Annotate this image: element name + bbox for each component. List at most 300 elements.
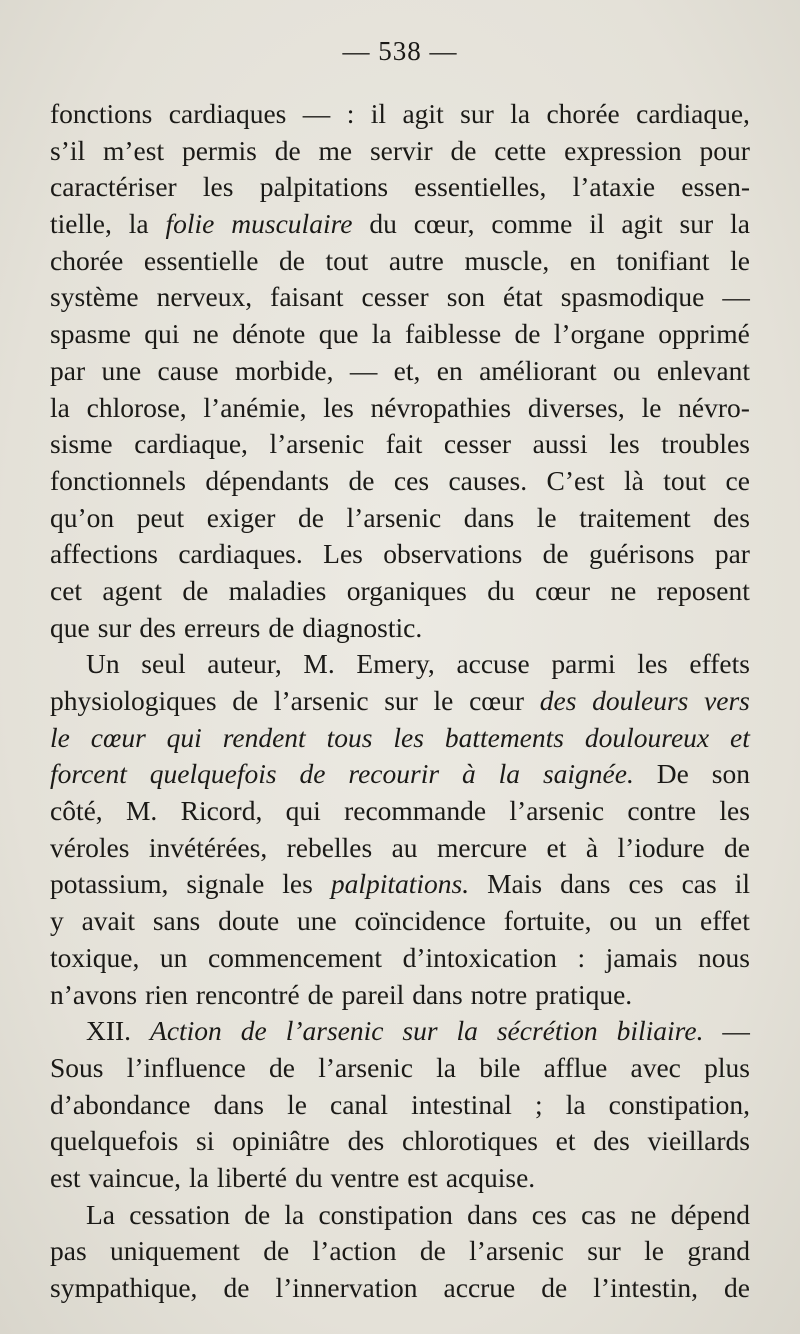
word: de [450,134,477,166]
word: ces [531,1198,567,1230]
word: saignée. [542,758,634,790]
word: le [536,501,557,533]
word: l’arsenic [318,1051,413,1083]
word: potassium, [50,868,169,900]
word: bile [479,1051,521,1083]
text-line [50,463,750,500]
word: le [730,244,750,276]
word: de [307,978,334,1010]
word: du [487,574,515,606]
word: un [159,941,188,973]
word: cardiaques [168,98,287,129]
word: en [436,354,463,386]
word: effet [700,905,750,937]
word: affections [50,538,158,570]
word: expression [564,134,682,166]
word: dans [560,868,611,900]
word: de [514,318,541,350]
word: comme [491,208,573,240]
word: de [223,1272,250,1303]
word: commencement [207,941,383,973]
word: de [232,685,259,716]
word: l’arsenic [273,685,369,716]
word: opprimé [658,318,750,350]
text-line [50,1087,750,1124]
word: qui [144,318,180,350]
text-line [50,683,750,720]
word: l’ataxie [572,171,656,203]
word: la [436,1051,456,1083]
word: afflue [543,1051,608,1083]
word: dépend [670,1198,750,1230]
word: spasmodique [560,281,705,313]
word: ; [535,1088,543,1120]
word: organiques [346,574,467,606]
word: rendent [222,721,306,753]
word: canal [330,1088,389,1120]
word: traitement [579,501,691,533]
word: Ricord, [180,795,263,827]
word: fait [385,428,423,460]
word: sympathique, [50,1272,198,1303]
word: toxique, [50,941,140,973]
word: La [86,1198,116,1230]
word: sur [384,685,418,716]
word: quelquefois [149,758,277,790]
word: dans [467,1198,518,1230]
text-line [50,1123,750,1160]
word: faisant [270,281,344,313]
word: cardiaque, [636,98,750,129]
word: notre [470,978,528,1010]
word: au [391,831,418,863]
word: biliaire. [616,1015,704,1047]
word: jamais [605,941,678,973]
word: de [244,1198,271,1230]
word: tout [663,464,707,496]
word: côté, [50,795,103,827]
word: De [656,758,689,790]
word: une [297,905,337,937]
word: maladies [228,574,327,606]
word: névropathies [370,391,512,423]
word: et [546,831,567,863]
word: causes. [448,464,528,496]
word: nous [697,941,750,973]
word: l’anémie, [203,391,307,423]
word: effets [689,648,750,680]
text-line [50,390,750,427]
word: rien [145,978,188,1010]
word: opiniâtre [232,1125,330,1157]
word: les [202,171,234,203]
text-line [50,977,750,1014]
word: de [263,1235,290,1267]
text-line [50,316,750,353]
word: quelquefois [50,1125,179,1157]
word: — [302,98,331,129]
word: doute [218,905,280,937]
word: douloureux [584,721,710,753]
word: fonctionnels [50,464,186,496]
word: système [50,281,139,313]
word: permis [181,134,257,166]
word: l’influence [126,1051,246,1083]
word: servir [369,134,433,166]
word: musculaire [231,208,353,240]
word: des [539,685,577,716]
word: essentielles, [414,171,547,203]
word: physiologiques [50,685,217,716]
word: grand [687,1235,750,1267]
text-line [50,133,750,170]
word: cardiaque, [134,428,248,460]
word: cœur [535,574,591,606]
word: son [446,281,485,313]
word: ou [609,905,637,937]
word: m’est [103,134,165,166]
word: de [274,134,301,166]
word: M. [303,648,335,680]
word: et [730,721,750,753]
word: sur [97,611,132,643]
word: l’arsenic [509,795,605,827]
word: la [498,758,521,790]
text-line [50,866,750,903]
word: est [407,1161,438,1193]
word: acquise. [445,1161,536,1193]
word: erreurs [184,611,261,643]
word: y [50,905,64,937]
word: les [719,795,750,827]
word: à [461,758,476,790]
word: l’arsenic [269,428,365,460]
word: ne [610,574,637,606]
word: palpitations. [330,868,470,900]
word: qu’on [50,501,115,533]
word: les [393,721,424,753]
word: ce [725,464,750,496]
word: de [723,831,750,863]
word: accuse [456,648,530,680]
word: me [318,134,353,166]
word: enlevant [656,354,750,386]
text-line [50,96,750,133]
word: la [188,1161,209,1193]
word: vers [704,685,750,716]
text-line [50,243,750,280]
word: le [641,391,662,423]
word: rencontré [195,978,300,1010]
word: avait [81,905,136,937]
text-line [50,793,750,830]
word: uniquement [110,1235,240,1267]
word: du [295,1161,323,1193]
word: muscle, [464,244,550,276]
word: — [349,354,378,386]
word: la [510,98,531,129]
word: tonifiant [616,244,710,276]
word: diagnostic. [302,611,423,643]
word: cas [581,1198,617,1230]
word: cette [494,134,547,166]
word: parmi [551,648,616,680]
word: l’iodure [617,831,705,863]
word: exiger [206,501,276,533]
word: cœur, [413,208,475,240]
word: véroles [50,831,130,863]
word: la [565,1088,586,1120]
word: guérisons [589,538,695,570]
text-line [50,573,750,610]
text-line [50,756,750,793]
text-line [50,646,750,683]
text-line [50,1270,750,1307]
word: état [503,281,543,313]
word: est [50,1161,81,1193]
word: pareil [341,978,405,1010]
word: — [722,281,750,313]
word: la [284,1198,305,1230]
text-line [50,536,750,573]
page-number: — 538 — [342,36,458,66]
text-line [50,1233,750,1270]
word: dans [213,1088,264,1120]
word: palpitations [259,171,389,203]
word: la [50,391,70,423]
word: rebelles [286,831,373,863]
word: vieillards [647,1125,750,1157]
text-line [50,206,750,243]
word: il [734,868,750,900]
word: s’il [50,134,86,166]
word: la [371,318,392,350]
word: les [282,868,313,900]
text-line [50,426,750,463]
word: reposent [656,574,750,606]
word: battements [444,721,564,753]
word: forcent [50,758,127,790]
word: le [433,685,454,716]
word: de [240,1015,267,1047]
word: — [722,1015,750,1047]
word: de [419,1235,446,1267]
word: l’organe [553,318,645,350]
text-line [50,1197,750,1234]
text-line [50,1050,750,1087]
word: accrue [443,1272,516,1303]
word: dans [463,501,515,533]
word: signale [186,868,265,900]
word: sécrétion [496,1015,598,1047]
word: liberté [216,1161,288,1193]
word: les [637,648,668,680]
word: sur [679,208,714,240]
word: M. [125,795,158,827]
word: tous [326,721,373,753]
text-line [50,720,750,757]
text-line [50,830,750,867]
word: nerveux, [156,281,253,313]
text-line [50,1160,750,1197]
word: cas [681,868,717,900]
word: cœur [469,685,525,716]
word: agit [621,208,663,240]
word: Emery, [356,648,435,680]
word: là [624,464,644,496]
word: pour [699,134,750,166]
word: folie [165,208,215,240]
word: constipation [318,1198,453,1230]
word: l’action [312,1235,397,1267]
word: cesser [361,281,429,313]
word: XII. [86,1015,132,1047]
word: l’arsenic [285,1015,384,1047]
word: de [348,464,375,496]
word: par [714,538,750,570]
word: pas [50,1235,87,1267]
text-line [50,1013,750,1050]
word: un [654,905,683,937]
word: améliorant [479,354,597,386]
word: de [268,611,295,643]
word: les [609,428,640,460]
word: que [50,611,90,643]
word: douleurs [592,685,689,716]
word: ne [192,318,219,350]
word: coïncidence [354,905,486,937]
word: intestinal [411,1088,512,1120]
word: il [370,98,387,129]
word: sisme [50,428,113,460]
word: cœur [90,721,146,753]
word: troubles [661,428,750,460]
word: chlorotiques [401,1125,538,1157]
word: Action [150,1015,222,1047]
word: la [128,208,149,240]
word: le [50,721,70,753]
word: le [644,1235,665,1267]
word: agent [102,574,162,606]
word: une [101,354,142,386]
word: auteur, [207,648,282,680]
word: à [585,831,599,863]
word: recommande [344,795,487,827]
word: plus [704,1051,750,1083]
word: chorée [50,244,124,276]
word: l’intestin, [593,1272,698,1303]
word: n’avons [50,978,138,1010]
word: l’arsenic [469,1235,564,1267]
word: en [569,244,596,276]
word: son [711,758,750,790]
word: de [297,501,324,533]
word: sur [587,1235,621,1267]
word: chorée [546,98,620,129]
word: et, [393,354,421,386]
word: la [456,1015,478,1047]
word: Les [323,538,363,570]
word: sur [402,1015,438,1047]
word: diverses, [527,391,625,423]
body-text [50,96,750,1307]
word: par [50,354,86,386]
word: de [542,538,569,570]
word: dans [412,978,463,1010]
word: de [299,758,326,790]
word: vaincue, [88,1161,181,1193]
word: le [287,1088,307,1120]
word: des [347,1125,385,1157]
word: de [541,1272,568,1303]
word: des [593,1125,630,1157]
word: chlorose, [86,391,187,423]
word: observations [383,538,523,570]
word: : [577,941,586,973]
word: cet [50,574,83,606]
word: de [723,1272,750,1303]
word: morbide, [234,354,334,386]
word: de [278,244,305,276]
word: si [196,1125,215,1157]
word: qui [166,721,202,753]
word: agit [402,98,444,129]
word: faiblesse [404,318,502,350]
word: cessation [129,1198,231,1230]
word: que [318,318,359,350]
word: dénote [232,318,306,350]
word: du [369,208,397,240]
word: constipation, [608,1088,750,1120]
word: ou [613,354,641,386]
word: caractériser [50,171,177,203]
text-line [50,940,750,977]
word: cardiaques. [178,538,303,570]
word: des [713,501,750,533]
word: contre [627,795,697,827]
word: essentielle [143,244,259,276]
text-line [50,610,750,647]
word: avec [630,1051,681,1083]
word: fortuite, [503,905,592,937]
word: sur [460,98,494,129]
word: C’est [546,464,605,496]
word: d’abondance [50,1088,191,1120]
word: les [323,391,354,423]
word: Mais [487,868,543,900]
text-line [50,279,750,316]
word: ne [630,1198,657,1230]
word: peut [136,501,185,533]
text-line [50,500,750,537]
word: autre [388,244,444,276]
word: cause [157,354,219,386]
word: ventre [330,1161,400,1193]
text-line [50,169,750,206]
word: aussi [532,428,588,460]
word: névro- [678,391,750,423]
word: l’innervation [275,1272,418,1303]
word: et [555,1125,576,1157]
word: tielle, [50,208,112,240]
word: des [139,611,177,643]
word: Sous [50,1051,104,1083]
word: de [269,1051,296,1083]
word: cesser [443,428,512,460]
word: pratique. [535,978,633,1010]
word: : [346,98,355,129]
word: ces [628,868,664,900]
